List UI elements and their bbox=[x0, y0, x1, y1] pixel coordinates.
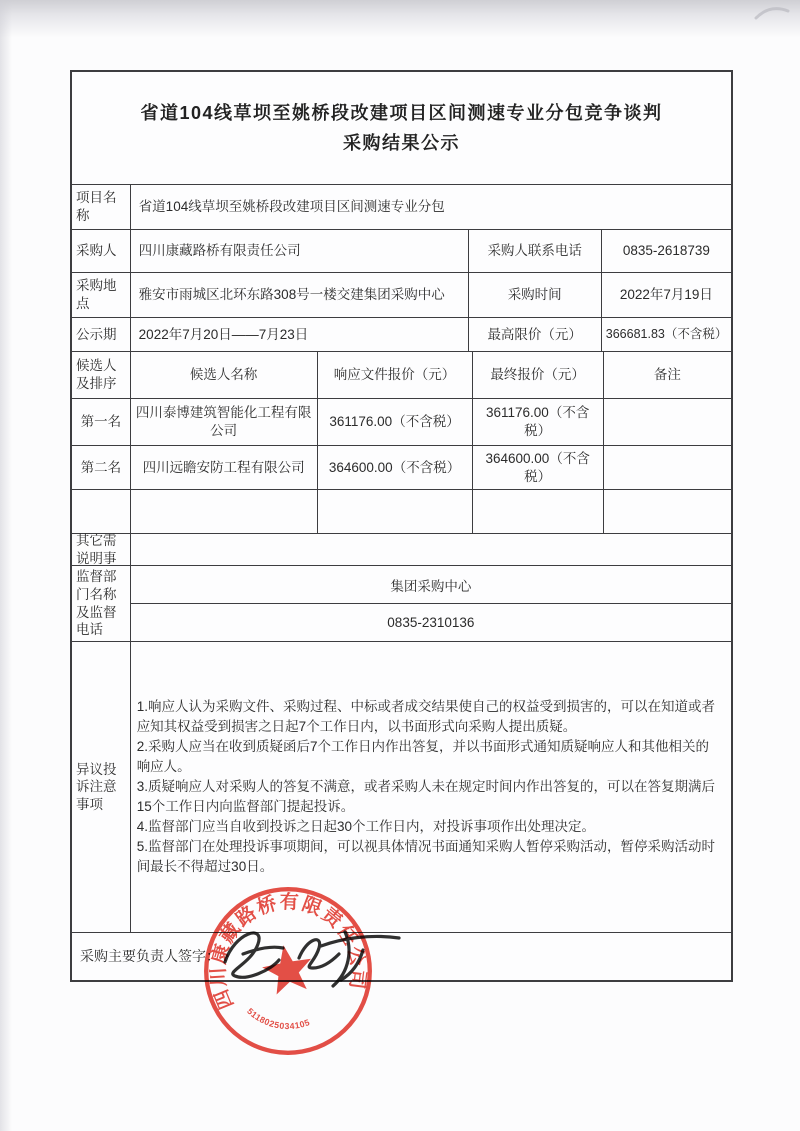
max-price-value: 366681.83（不含税） bbox=[601, 318, 731, 351]
document-title bbox=[72, 72, 731, 184]
empty-cell bbox=[130, 490, 317, 533]
empty-cell bbox=[72, 490, 130, 533]
supervision-row bbox=[72, 565, 731, 641]
project-name-label: 项目名称 bbox=[76, 190, 117, 223]
location-value: 雅安市雨城区北环东路308号一楼交建集团采购中心 bbox=[130, 273, 468, 317]
supervision-values bbox=[130, 566, 731, 641]
table-row bbox=[72, 229, 731, 272]
complaints-label: 异议投诉注意事项 bbox=[76, 761, 117, 812]
complaint-item-2: 2.采购人应当在收到质疑函后7个工作日内作出答复，并以书面形式通知质疑响应人和其他相关的响应人。 bbox=[136, 739, 709, 775]
table-row bbox=[72, 533, 731, 565]
complaints-text bbox=[130, 642, 731, 932]
candidate-remark bbox=[603, 446, 731, 489]
publicity-period-label: 公示期 bbox=[76, 326, 117, 342]
complaint-item-4: 4.监督部门应当自收到投诉之日起30个工作日内，对投诉事项作出处理决定。 bbox=[136, 818, 595, 834]
empty-cell bbox=[317, 490, 472, 533]
candidate-remark bbox=[603, 399, 731, 445]
candidate-bid: 364600.00（不含税） bbox=[317, 446, 472, 489]
complaint-item-3: 3.质疑响应人对采购人的答复不满意，或者采购人未在规定时间内作出答复的，可以在答复期满后15个工作日内向监督部门提起投诉。 bbox=[136, 779, 715, 814]
publicity-period-value: 2022年7月20日——7月23日 bbox=[130, 318, 468, 351]
project-name-value: 省道104线草坝至姚桥段改建项目区间测速专业分包 bbox=[130, 185, 731, 229]
purchase-time-label: 采购时间 bbox=[468, 273, 601, 317]
empty-cell bbox=[603, 490, 731, 533]
complaint-item-5: 5.监督部门在处理投诉事项期间，可以视具体情况书面通知采购人暂停采购活动，暂停采购活动时间最长不得超过30日。 bbox=[136, 838, 715, 874]
candidate-row-empty bbox=[72, 489, 731, 533]
purchase-time-value: 2022年7月19日 bbox=[601, 273, 731, 317]
scan-top-shading bbox=[0, 0, 800, 38]
candidate-bid: 361176.00（不含税） bbox=[317, 399, 472, 445]
candidates-name-header: 候选人名称 bbox=[130, 352, 317, 398]
purchaser-value: 四川康藏路桥有限责任公司 bbox=[130, 230, 468, 272]
candidate-rank: 第二名 bbox=[80, 459, 122, 475]
seal-code-text: 5118025034105 bbox=[245, 1005, 312, 1032]
other-notes-label: 其它需说明事 bbox=[76, 532, 117, 566]
candidates-rank-header: 候选人及排序 bbox=[76, 358, 117, 391]
other-notes-value bbox=[130, 534, 731, 565]
candidate-rank: 第一名 bbox=[80, 414, 122, 430]
candidate-final: 361176.00（不含税） bbox=[472, 399, 603, 445]
announcement-table bbox=[70, 70, 733, 982]
table-row bbox=[72, 184, 731, 229]
seal-company-text: 四川康藏路桥有限责任公司 bbox=[208, 892, 369, 1012]
max-price-label: 最高限价（元） bbox=[468, 318, 601, 351]
supervision-phone: 0835-2310136 bbox=[131, 603, 731, 641]
purchaser-phone-value: 0835-2618739 bbox=[601, 230, 731, 272]
candidate-name: 四川泰博建筑智能化工程有限公司 bbox=[130, 399, 317, 445]
purchaser-label: 采购人 bbox=[76, 243, 117, 259]
handwritten-signature bbox=[203, 910, 418, 1005]
candidate-row-2 bbox=[72, 445, 731, 489]
candidate-row-1 bbox=[72, 398, 731, 445]
table-row bbox=[72, 317, 731, 351]
supervision-department: 集团采购中心 bbox=[390, 578, 472, 594]
candidate-final: 364600.00（不含税） bbox=[472, 446, 603, 489]
complaints-row bbox=[72, 641, 731, 932]
complaint-item-1: 1.响应人认为采购文件、采购过程、中标或者成交结果使自己的权益受到损害的，可以在知道或者应知其权益受到损害之日起7个工作日内，以书面形式向采购人提出质疑。 bbox=[136, 699, 715, 735]
candidate-name: 四川远瞻安防工程有限公司 bbox=[130, 446, 317, 489]
empty-cell bbox=[472, 490, 603, 533]
title-line-1: 省道104线草坝至姚桥段改建项目区间测速专业分包竞争谈判 bbox=[140, 103, 663, 123]
location-label: 采购地点 bbox=[76, 278, 117, 311]
page-curl-mark bbox=[752, 2, 796, 24]
purchaser-phone-label: 采购人联系电话 bbox=[468, 230, 601, 272]
scan-left-shading bbox=[0, 0, 12, 1131]
table-row bbox=[72, 272, 731, 317]
table-row bbox=[72, 72, 731, 184]
candidates-header-row bbox=[72, 351, 731, 398]
candidates-final-header: 最终报价（元） bbox=[472, 352, 603, 398]
signature-label: 采购主要负责人签字： bbox=[80, 948, 220, 965]
supervision-label: 监督部门名称及监督电话 bbox=[76, 569, 117, 638]
candidates-remark-header: 备注 bbox=[603, 352, 731, 398]
title-line-2: 采购结果公示 bbox=[343, 133, 460, 153]
candidates-bid-header: 响应文件报价（元） bbox=[317, 352, 472, 398]
